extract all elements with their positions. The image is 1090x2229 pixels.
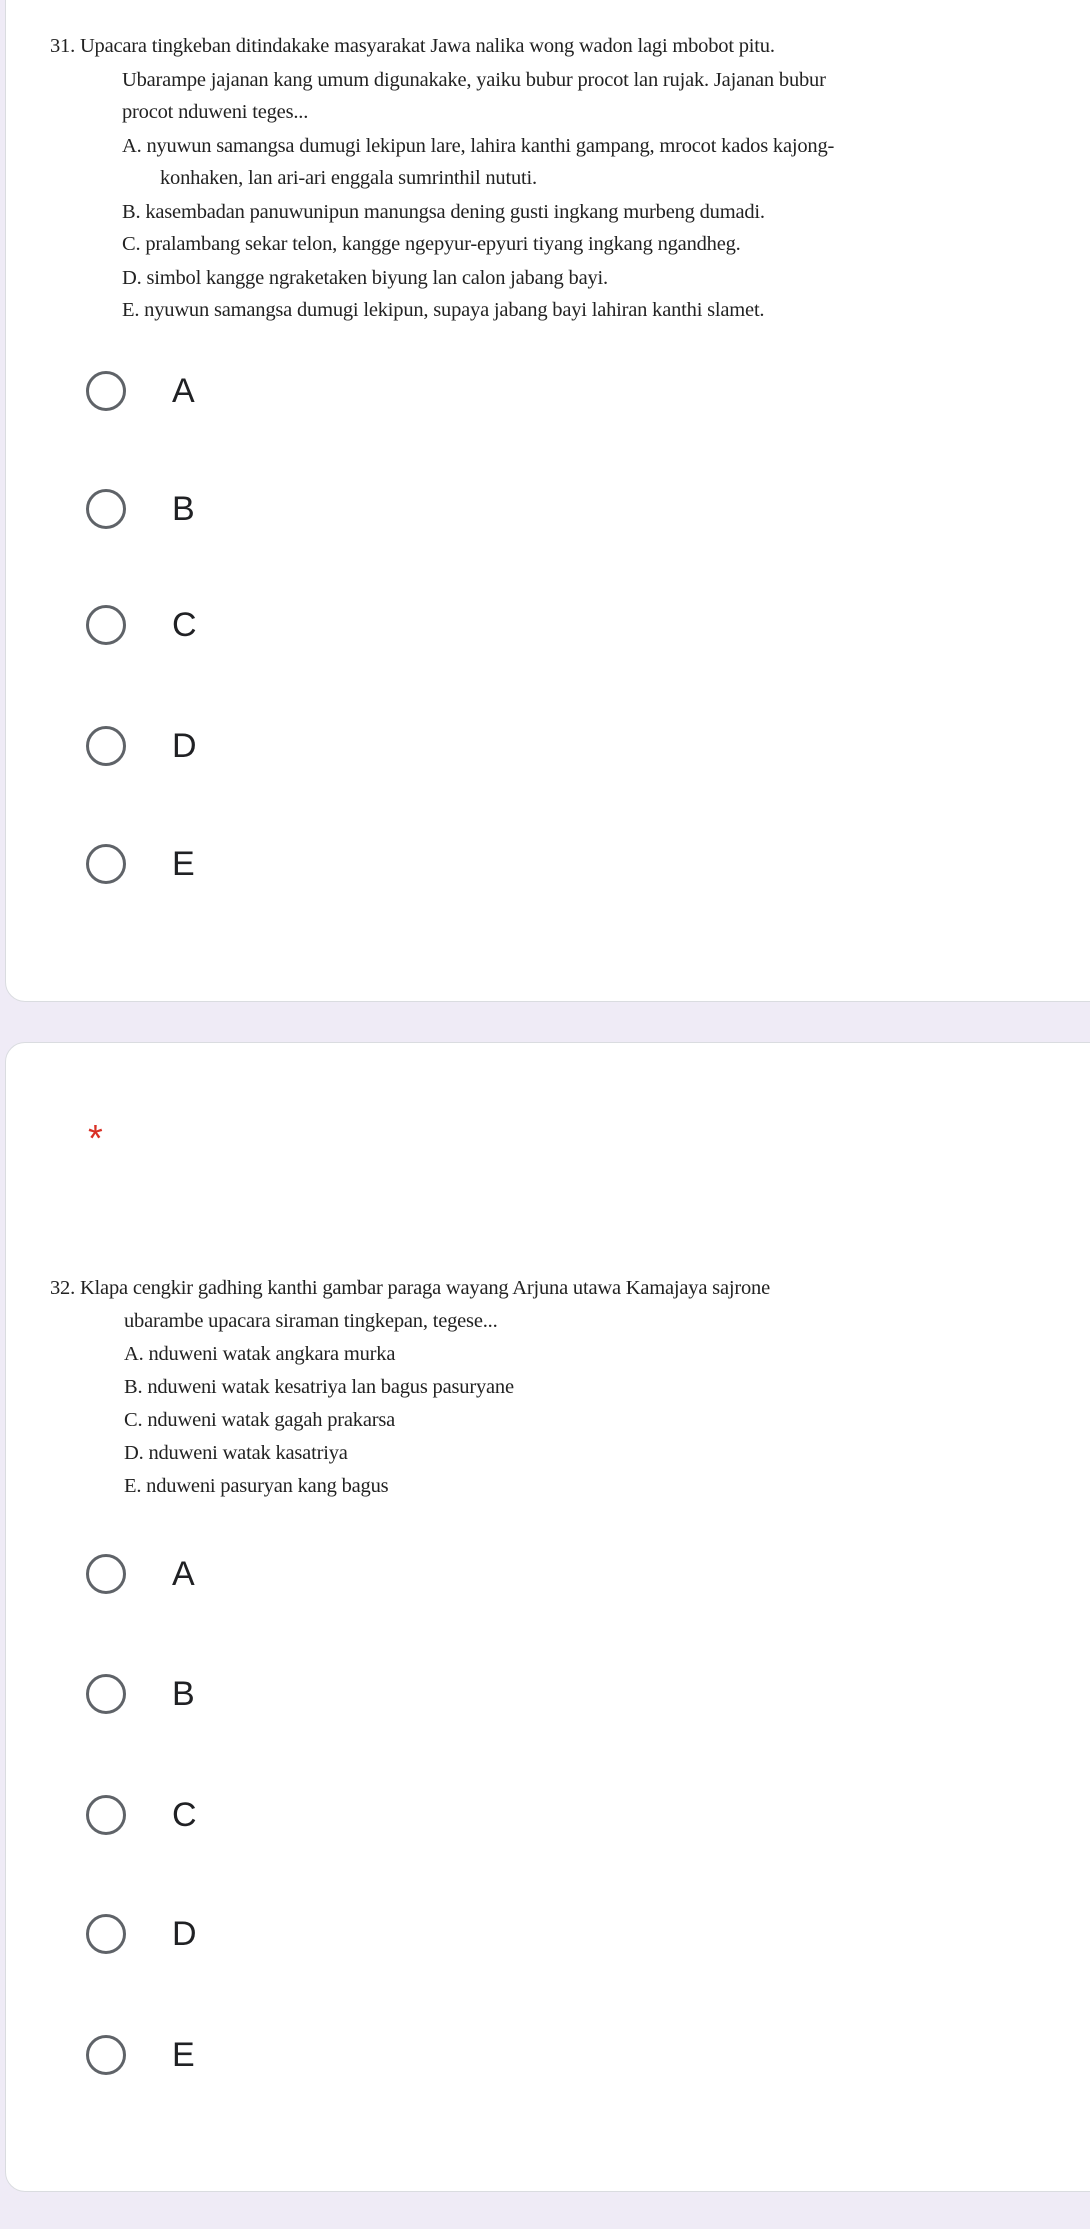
radio-option-label[interactable]: C <box>172 1796 197 1834</box>
question-text-line: D. nduweni watak kasatriya <box>124 1442 348 1464</box>
radio-option-label[interactable]: E <box>172 845 195 883</box>
question-card-32 <box>5 1042 1090 2192</box>
question-text-line: E. nduweni pasuryan kang bagus <box>124 1475 389 1497</box>
radio-q32-option-d[interactable] <box>86 1914 126 1954</box>
radio-option-label[interactable]: D <box>172 1915 197 1953</box>
question-text-line: 31. Upacara tingkeban ditindakake masyarakat Jawa nalika wong wadon lagi mbobot pitu. <box>50 35 775 57</box>
radio-q32-option-c[interactable] <box>86 1795 126 1835</box>
question-text-line: C. nduweni watak gagah prakarsa <box>124 1409 396 1431</box>
question-text-line: B. kasembadan panuwunipun manungsa dening gusti ingkang murbeng dumadi. <box>122 201 765 223</box>
question-text-line: A. nduweni watak angkara murka <box>124 1343 396 1365</box>
question-text-line: Ubarampe jajanan kang umum digunakake, yaiku bubur procot lan rujak. Jajanan bubur <box>122 69 826 91</box>
radio-q31-option-b[interactable] <box>86 489 126 529</box>
radio-option-label[interactable]: B <box>172 1675 195 1713</box>
radio-option-label[interactable]: A <box>172 372 195 410</box>
question-text-line: 32. Klapa cengkir gadhing kanthi gambar paraga wayang Arjuna utawa Kamajaya sajrone <box>50 1277 770 1299</box>
required-asterisk: * <box>88 1118 103 1160</box>
question-text-line: D. simbol kangge ngraketaken biyung lan calon jabang bayi. <box>122 267 608 289</box>
radio-q31-option-a[interactable] <box>86 371 126 411</box>
radio-q32-option-b[interactable] <box>86 1674 126 1714</box>
question-text-line: konhaken, lan ari-ari enggala sumrinthil nututi. <box>160 167 537 189</box>
question-text-line: procot nduweni teges... <box>122 101 309 123</box>
radio-q32-option-a[interactable] <box>86 1554 126 1594</box>
question-text-line: E. nyuwun samangsa dumugi lekipun, supaya jabang bayi lahiran kanthi slamet. <box>122 299 765 321</box>
radio-q31-option-c[interactable] <box>86 605 126 645</box>
radio-option-label[interactable]: A <box>172 1555 195 1593</box>
radio-option-label[interactable]: B <box>172 490 195 528</box>
radio-option-label[interactable]: D <box>172 727 197 765</box>
radio-q31-option-d[interactable] <box>86 726 126 766</box>
question-text-line: B. nduweni watak kesatriya lan bagus pasuryane <box>124 1376 514 1398</box>
question-text-line: ubarambe upacara siraman tingkepan, tegese... <box>124 1310 498 1332</box>
radio-q32-option-e[interactable] <box>86 2035 126 2075</box>
question-text-line: C. pralambang sekar telon, kangge ngepyur-epyuri tiyang ingkang ngandheg. <box>122 233 741 255</box>
question-text-line: A. nyuwun samangsa dumugi lekipun lare, lahira kanthi gampang, mrocot kados kajong- <box>122 135 835 157</box>
radio-option-label[interactable]: E <box>172 2036 195 2074</box>
radio-option-label[interactable]: C <box>172 606 197 644</box>
radio-q31-option-e[interactable] <box>86 844 126 884</box>
